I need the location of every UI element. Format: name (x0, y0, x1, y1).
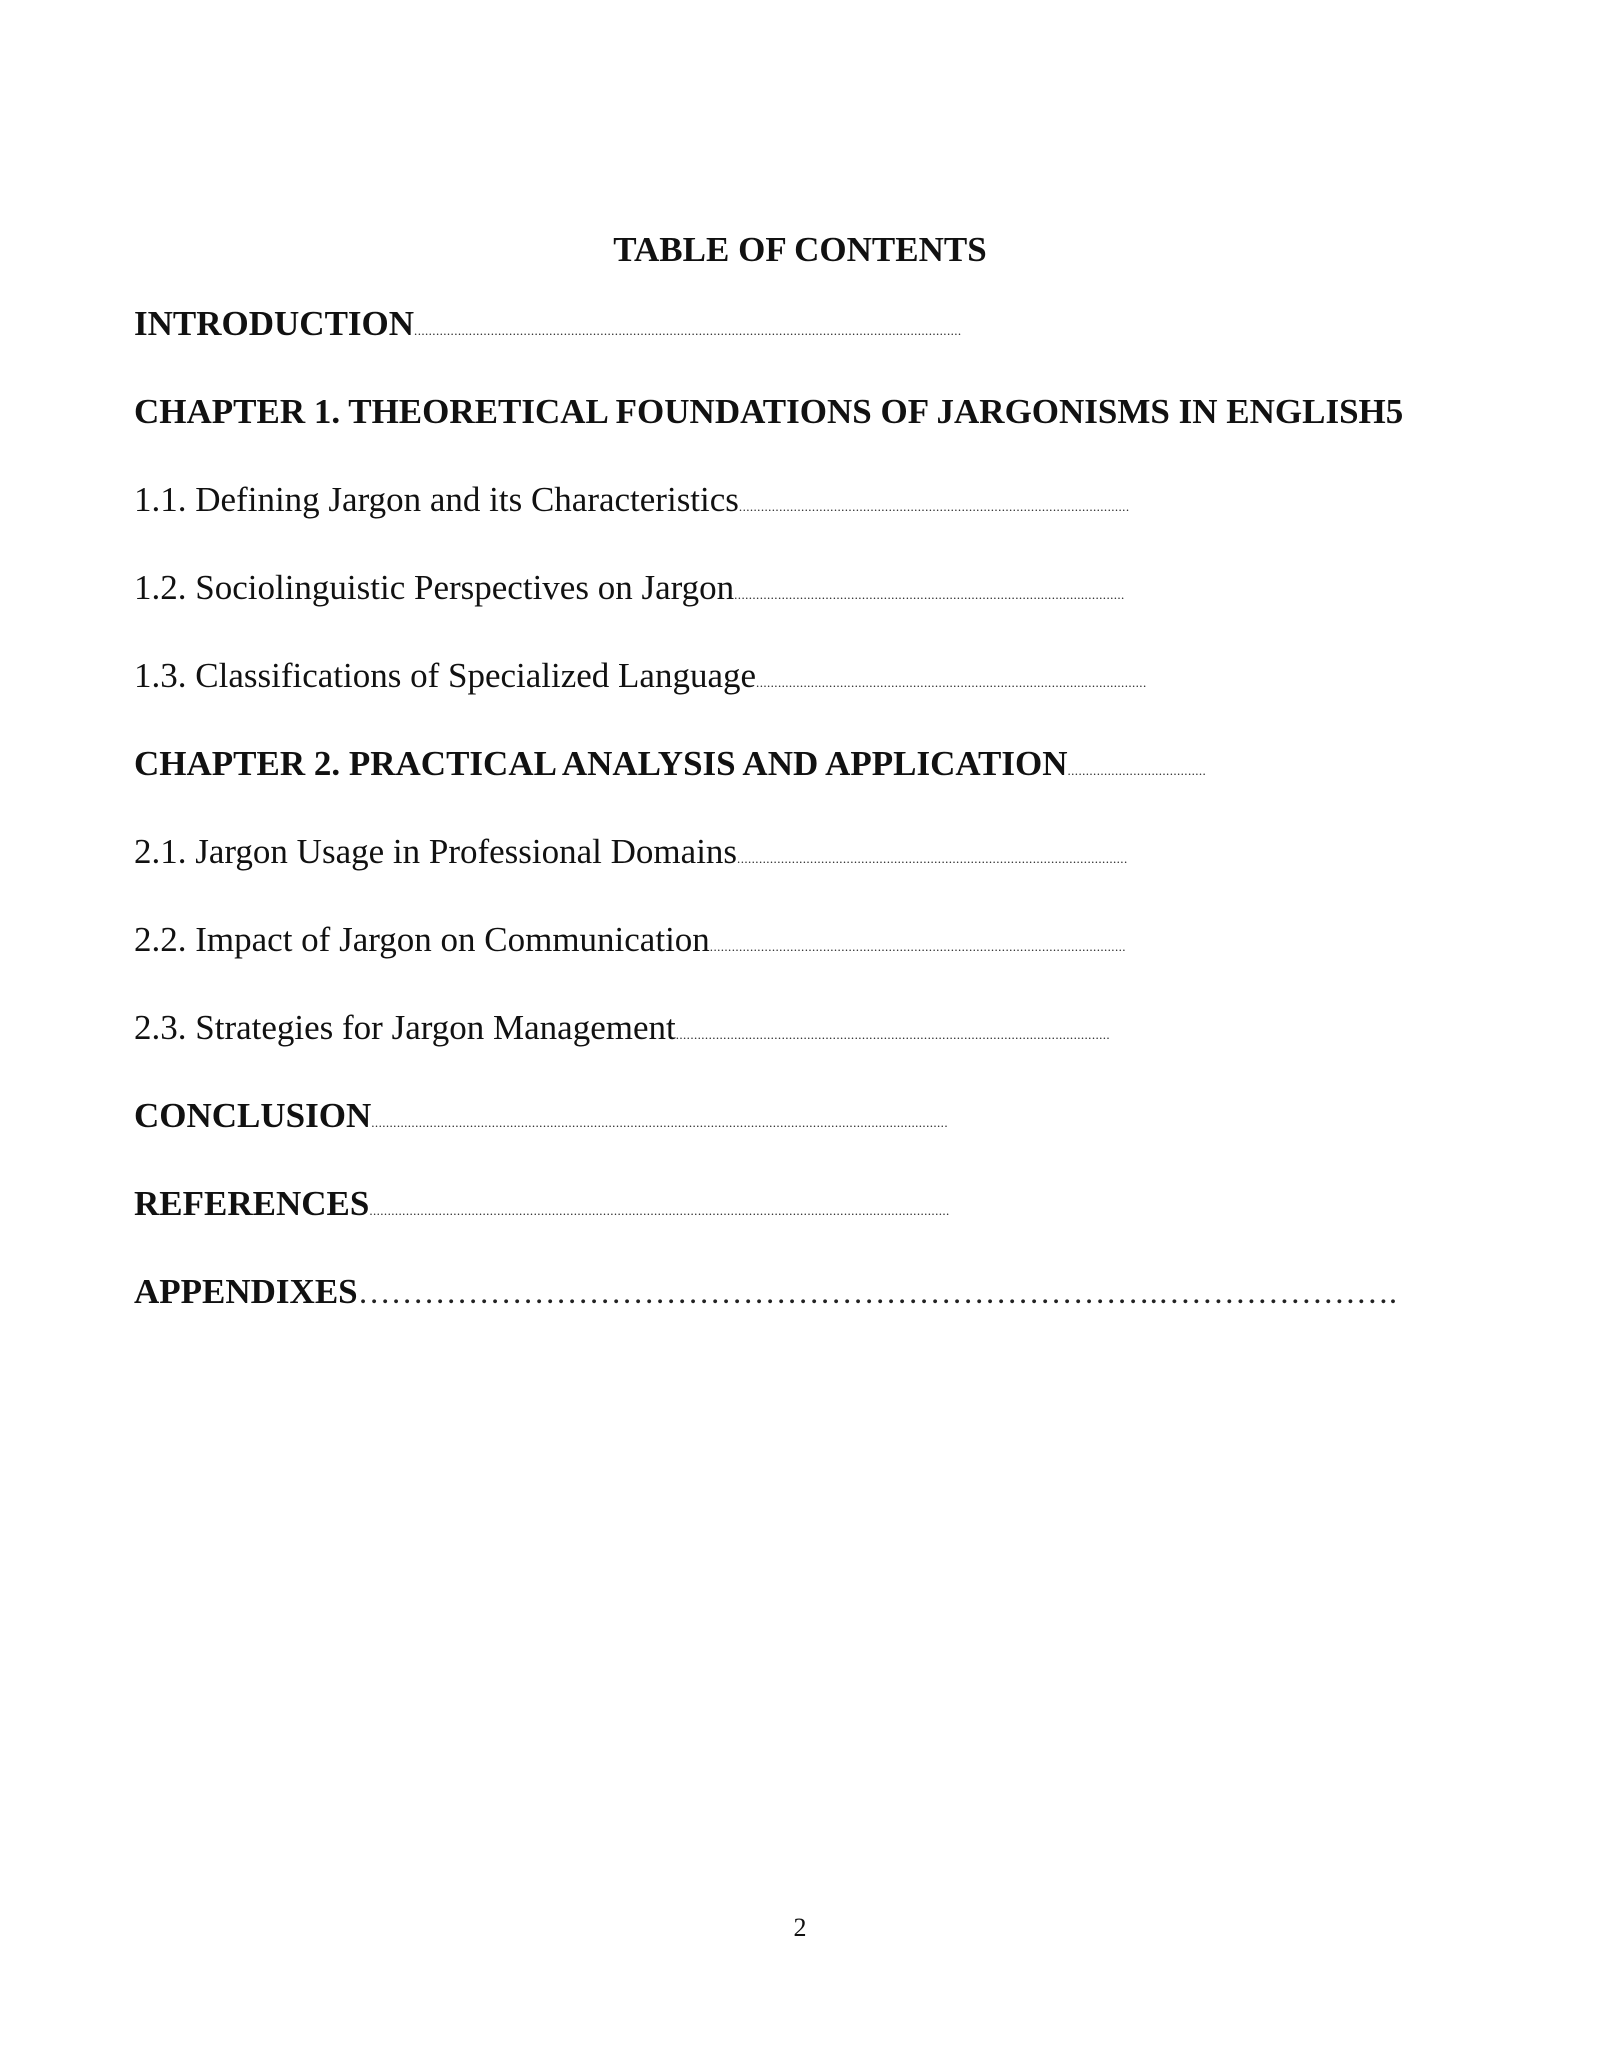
toc-entry-section-1-2[interactable] (134, 564, 1125, 612)
toc-entry-label: CHAPTER 2. PRACTICAL ANALYSIS AND APPLICATION (134, 744, 1068, 783)
toc-leader-dots: .............................................................................................................................................................. (371, 1115, 948, 1130)
toc-entry-label: 2.1. Jargon Usage in Professional Domains (134, 832, 738, 871)
toc-leader-dots: ........................................................................................................... (756, 675, 1147, 690)
toc-leader-dots: ...................................... (1067, 763, 1207, 778)
toc-leader-dots: ........................................................................................................... (738, 499, 1130, 514)
toc-entry-references[interactable] (134, 1180, 950, 1228)
toc-leader-dots: .................................................................................................................. (709, 939, 1126, 954)
toc-entry-section-1-1[interactable] (134, 476, 1129, 524)
toc-entry-label: 1.2. Sociolinguistic Perspectives on Jargon (134, 568, 735, 607)
toc-entry-section-1-3[interactable] (134, 652, 1147, 700)
toc-leader-dots: ...................................................................................................................................................... (414, 323, 962, 338)
toc-entry-chapter-2[interactable] (134, 740, 1206, 788)
toc-title: TABLE OF CONTENTS (613, 230, 987, 269)
toc-leader-dots: ............................................................................................................................................................... (369, 1203, 950, 1218)
toc-entry-introduction[interactable] (134, 300, 962, 348)
toc-leader-dots: ........................................................................................................... (737, 851, 1128, 866)
toc-entry-label: 2.3. Strategies for Jargon Management (134, 1008, 676, 1047)
toc-entry-label: CONCLUSION (134, 1096, 372, 1135)
toc-entry-label: 1.1. Defining Jargon and its Characteristics (134, 480, 739, 519)
toc-entry-section-2-2[interactable] (134, 916, 1126, 964)
toc-leader-dots: ....................................................................................................................... (675, 1027, 1111, 1042)
page-number: 2 (793, 1913, 807, 1942)
toc-entry-section-2-3[interactable] (134, 1004, 1110, 1052)
toc-leader-dots: ........................................................................................................... (734, 587, 1125, 602)
toc-entry-conclusion[interactable] (134, 1092, 948, 1140)
toc-entry-label: REFERENCES (134, 1184, 370, 1223)
toc-leader-dots: ……………………………………………………………….…………………. (357, 1275, 1398, 1311)
toc-entry-label: CHAPTER 1. THEORETICAL FOUNDATIONS OF JARGONISMS IN ENGLISH (134, 392, 1386, 431)
toc-entry-label: 1.3. Classifications of Specialized Language (134, 656, 757, 695)
toc-entry-section-2-1[interactable] (134, 828, 1128, 876)
toc-page-number: 5 (1385, 392, 1404, 431)
toc-entry-label: INTRODUCTION (134, 304, 415, 343)
toc-entry-label: APPENDIXES (134, 1272, 358, 1311)
toc-entry-chapter-1[interactable] (134, 388, 1403, 436)
toc-entry-label: 2.2. Impact of Jargon on Communication (134, 920, 710, 959)
toc-entry-appendixes[interactable] (134, 1268, 1397, 1316)
